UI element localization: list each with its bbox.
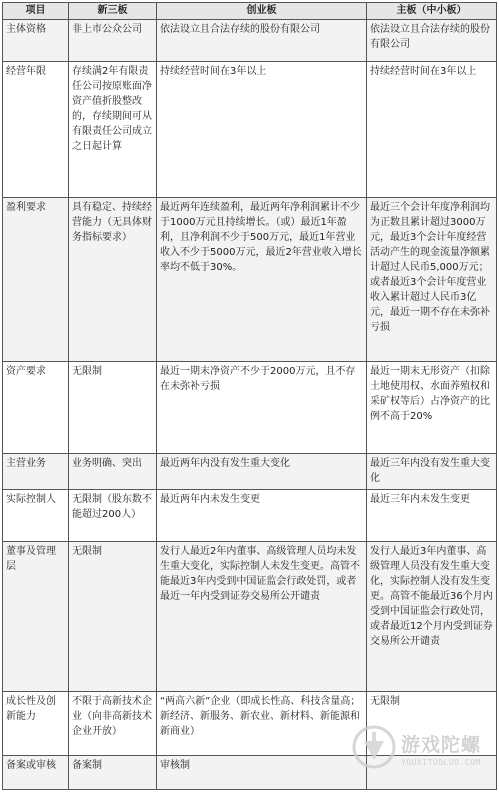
row-label: 主体资格 [3, 20, 69, 62]
row-label: 备案或审核 [3, 756, 69, 790]
watermark [351, 720, 491, 780]
row-label: 经营年限 [3, 62, 69, 198]
table-row [3, 542, 497, 692]
cell-growth-board: 最近两年连续盈利，最近两年净利润累计不少于1000万元且持续增长。（或）最近1年盈利，且净利润不少于500万元，最近1年营业收入不少于5000万元，最近2年营业收入增长率均不低于30%。 [157, 198, 367, 362]
table-row [3, 62, 497, 198]
cell-growth-board: 审核制 [157, 756, 367, 790]
row-label: 实际控制人 [3, 490, 69, 542]
cell-main-board: 最近三年内未发生变更 [367, 490, 497, 542]
cell-growth-board: 最近两年内没有发生重大变化 [157, 454, 367, 490]
spinning-top-logo-icon [351, 724, 397, 770]
header-growth-board: 创业板 [157, 3, 367, 20]
cell-growth-board: 最近两年内未发生变更 [157, 490, 367, 542]
cell-main-board: 依法设立且合法存续的股份有限公司 [367, 20, 497, 62]
cell-main-board: 持续经营时间在3年以上 [367, 62, 497, 198]
cell-new-third-board: 具有稳定、持续经营能力（无具体财务指标要求） [69, 198, 157, 362]
cell-new-third-board: 不限于高新技术企业（向非高新技术企业开放） [69, 692, 157, 756]
cell-new-third-board: 无限制（股东数不能超过200人） [69, 490, 157, 542]
cell-new-third-board: 无限制 [69, 362, 157, 454]
cell-new-third-board: 备案制 [69, 756, 157, 790]
cell-main-board: 发行人最近3年内董事、高级管理人员没有发生重大变化，实际控制人没有发生变更。高管不能最近36个月内受到中国证监会行政处罚，或者最近12个月内受到证券交易所公开谴责 [367, 542, 497, 692]
header-item: 项目 [3, 3, 69, 20]
table-row [3, 362, 497, 454]
cell-growth-board: 依法设立且合法存续的股份有限公司 [157, 20, 367, 62]
table-row [3, 490, 497, 542]
row-label: 资产要求 [3, 362, 69, 454]
cell-main-board: 最近三年内没有发生重大变化 [367, 454, 497, 490]
row-label: 盈利要求 [3, 198, 69, 362]
cell-main-board: 最近一期末无形资产（扣除土地使用权、水面养殖权和采矿权等后）占净资产的比例不高于20% [367, 362, 497, 454]
cell-new-third-board: 业务明确、突出 [69, 454, 157, 490]
table-row [3, 454, 497, 490]
cell-new-third-board: 非上市公众公司 [69, 20, 157, 62]
header-row [3, 3, 497, 20]
row-label: 成长性及创新能力 [3, 692, 69, 756]
table-row [3, 20, 497, 62]
cell-main-board: 最近三个会计年度净利润均为正数且累计超过3000万元，最近3个会计年度经营活动产生的现金流量净额累计超过人民币5,000万元；或者最近3个会计年度营业收入累计超过人民币3亿元，最近一期不存在未弥补亏损 [367, 198, 497, 362]
cell-main-board: 无限制 [367, 692, 497, 756]
cell-new-third-board: 存续满2年有限责任公司按原账面净资产值折股整改的，存续期间可从有限责任公司成立之日起计算 [69, 62, 157, 198]
row-label: 董事及管理层 [3, 542, 69, 692]
cell-growth-board: 最近一期末净资产不少于2000万元，且不存在未弥补亏损 [157, 362, 367, 454]
cell-growth-board: “两高六新”企业（即成长性高、科技含量高；新经济、新服务、新农业、新材料、新能源和新商业） [157, 692, 367, 756]
cell-new-third-board: 无限制 [69, 542, 157, 692]
listing-comparison-table [2, 2, 497, 790]
table-row [3, 198, 497, 362]
header-main-board: 主板（中小板） [367, 3, 497, 20]
row-label: 主营业务 [3, 454, 69, 490]
cell-growth-board: 发行人最近2年内董事、高级管理人员均未发生重大变化，实际控制人未发生变更。高管不能最近3年内受到中国证监会行政处罚，或者最近一年内受到证券交易所公开谴责 [157, 542, 367, 692]
watermark-url: YOUXITUOLUO.COM [401, 758, 481, 767]
watermark-title: 游戏陀螺 [401, 734, 482, 756]
header-new-third-board: 新三板 [69, 3, 157, 20]
cell-growth-board: 持续经营时间在3年以上 [157, 62, 367, 198]
